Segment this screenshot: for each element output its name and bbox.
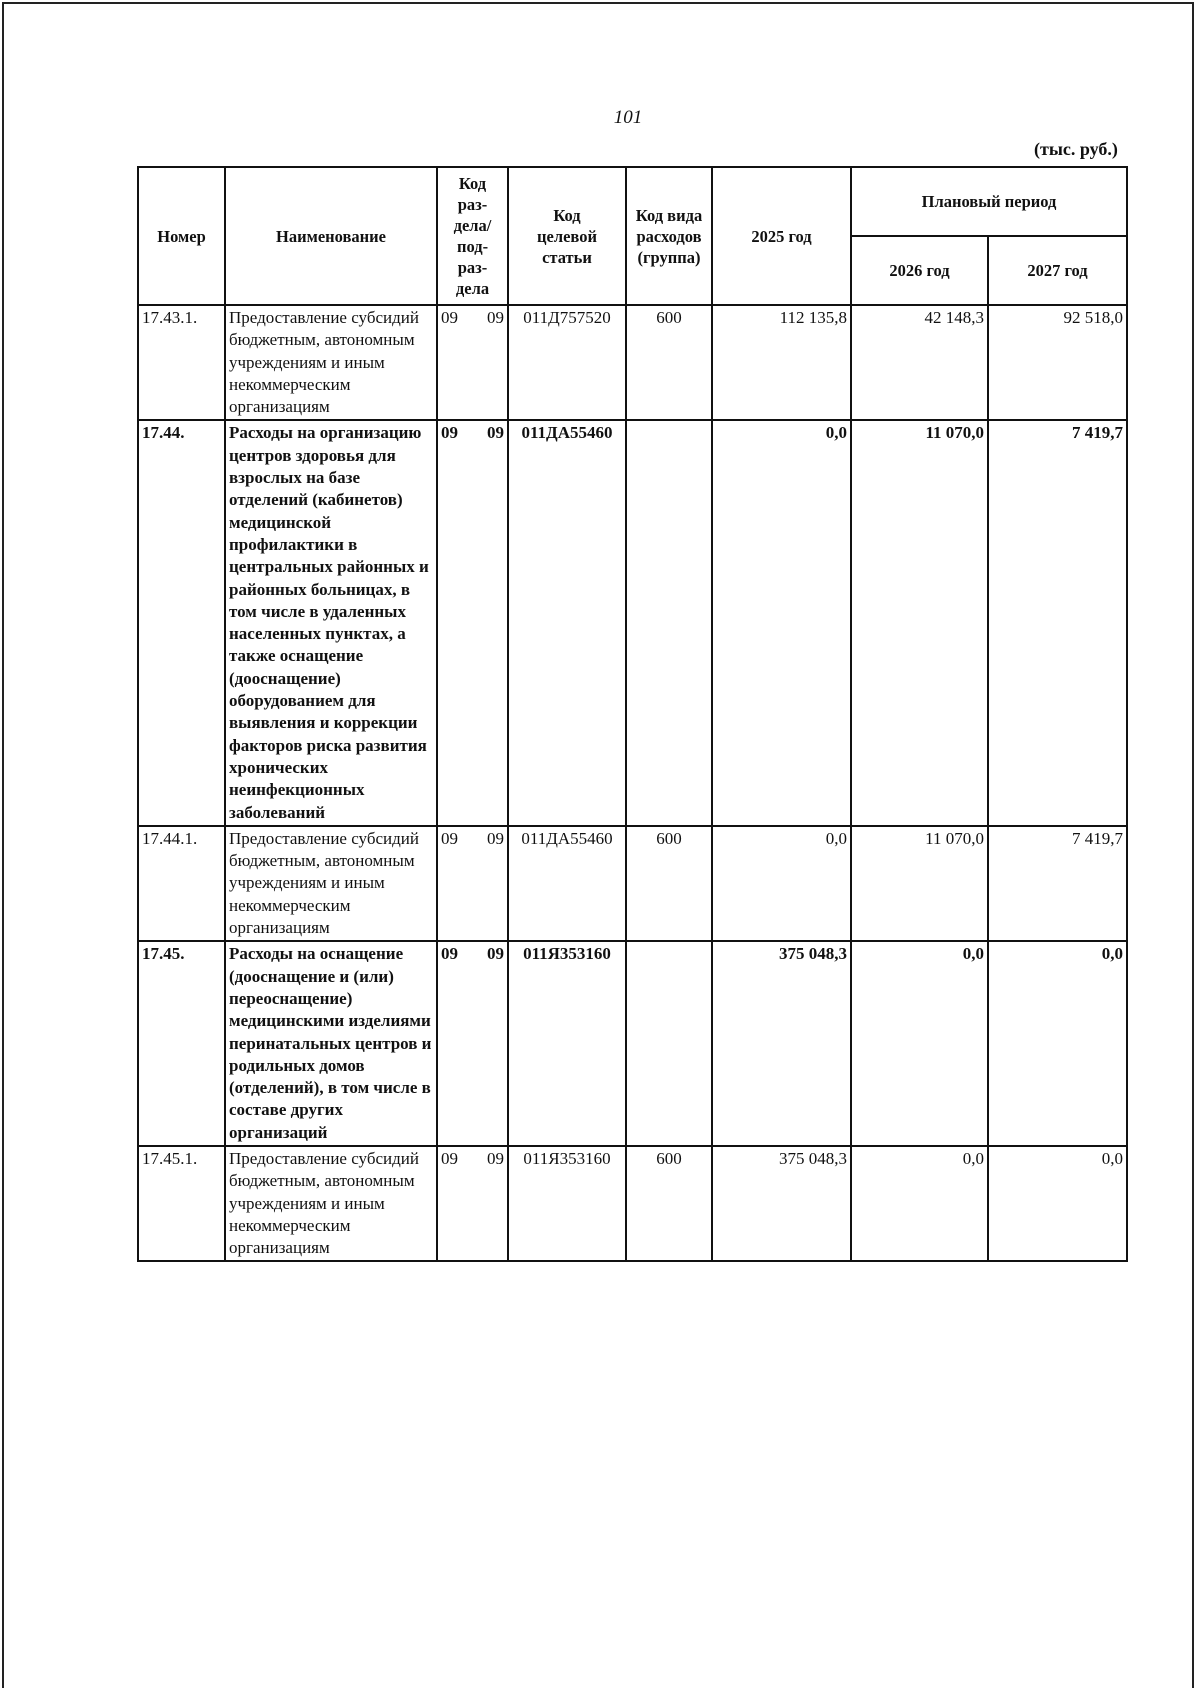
row-name: Предоставление субсидий бюджетным, автономным учреждениям и иным некоммерческим организациям: [225, 1146, 437, 1261]
row-name: Предоставление субсидий бюджетным, автономным учреждениям и иным некоммерческим организациям: [225, 826, 437, 941]
row-2025: 112 135,8: [712, 305, 851, 420]
row-razdel: 09: [441, 944, 458, 964]
row-name: Расходы на организацию центров здоровья для взрослых на базе отделений (кабинетов) медицинской профилактики в центральных районных и районных больницах, в том числе в удаленных населенных пунктах, а также оснащение (дооснащение) оборудованием для выявления и коррекции факторов риска развития хронических неинфекционных заболеваний: [225, 420, 437, 825]
header-2025: 2025 год: [712, 167, 851, 305]
row-2025: 0,0: [712, 826, 851, 941]
row-2026: 11 070,0: [851, 826, 988, 941]
header-nomer: Номер: [138, 167, 225, 305]
header-2027: 2027 год: [988, 236, 1127, 305]
row-number: 17.44.1.: [138, 826, 225, 941]
row-2027: 92 518,0: [988, 305, 1127, 420]
row-razdel: 09: [441, 423, 458, 443]
row-kod-vida: 600: [626, 1146, 712, 1261]
row-kod-stati: 011Я353160: [508, 1146, 626, 1261]
row-kod-vida: 600: [626, 305, 712, 420]
header-kod-razdela: Код раз- дела/ под- раз- дела: [437, 167, 508, 305]
budget-table: [137, 166, 1128, 1262]
row-2026: 0,0: [851, 1146, 988, 1261]
row-2027: 7 419,7: [988, 826, 1127, 941]
row-podrazdel: 09: [487, 423, 504, 443]
table-body: [138, 305, 1127, 1261]
header-kod-stati: Код целевой статьи: [508, 167, 626, 305]
row-2027: 0,0: [988, 1146, 1127, 1261]
row-2026: 42 148,3: [851, 305, 988, 420]
table-row: [138, 826, 1127, 941]
row-kod-stati: 011ДА55460: [508, 826, 626, 941]
row-kod-stati: 011Я353160: [508, 941, 626, 1146]
row-podrazdel: 09: [487, 1148, 504, 1168]
table-row: [138, 1146, 1127, 1261]
table-row: [138, 420, 1127, 825]
row-kod-vida: [626, 941, 712, 1146]
row-name: Расходы на оснащение (дооснащение и (или) переоснащение) медицинскими изделиями перинатальных центров и родильных домов (отделений), в том числе в составе других организаций: [225, 941, 437, 1146]
row-kod-stati: 011Д757520: [508, 305, 626, 420]
row-podrazdel: 09: [487, 308, 504, 327]
units-label: (тыс. руб.): [1034, 139, 1118, 159]
row-number: 17.44.: [138, 420, 225, 825]
row-razdel-podrazdel: [437, 826, 508, 941]
row-razdel: 09: [441, 828, 458, 848]
row-razdel-podrazdel: [437, 420, 508, 825]
row-razdel: 09: [441, 308, 458, 327]
row-podrazdel: 09: [487, 828, 504, 848]
table-row: [138, 305, 1127, 420]
row-razdel-podrazdel: [437, 941, 508, 1146]
row-2025: 375 048,3: [712, 1146, 851, 1261]
header-planovy-period: Плановый период: [851, 167, 1127, 236]
row-kod-stati: 011ДА55460: [508, 420, 626, 825]
row-2027: 0,0: [988, 941, 1127, 1146]
row-2026: 0,0: [851, 941, 988, 1146]
row-razdel-podrazdel: [437, 1146, 508, 1261]
row-2026: 11 070,0: [851, 420, 988, 825]
row-2025: 375 048,3: [712, 941, 851, 1146]
row-2025: 0,0: [712, 420, 851, 825]
page-number: 101: [613, 107, 643, 128]
header-kod-vida: Код вида расходов (группа): [626, 167, 712, 305]
row-number: 17.45.1.: [138, 1146, 225, 1261]
row-razdel: 09: [441, 1148, 458, 1168]
header-naimenovanie: Наименование: [225, 167, 437, 305]
header-2026: 2026 год: [851, 236, 988, 305]
row-number: 17.43.1.: [138, 305, 225, 420]
row-2027: 7 419,7: [988, 420, 1127, 825]
row-razdel-podrazdel: [437, 305, 508, 420]
row-podrazdel: 09: [487, 944, 504, 964]
row-number: 17.45.: [138, 941, 225, 1146]
row-name: Предоставление субсидий бюджетным, автономным учреждениям и иным некоммерческим организациям: [225, 305, 437, 420]
row-kod-vida: [626, 420, 712, 825]
table-row: [138, 941, 1127, 1146]
row-kod-vida: 600: [626, 826, 712, 941]
